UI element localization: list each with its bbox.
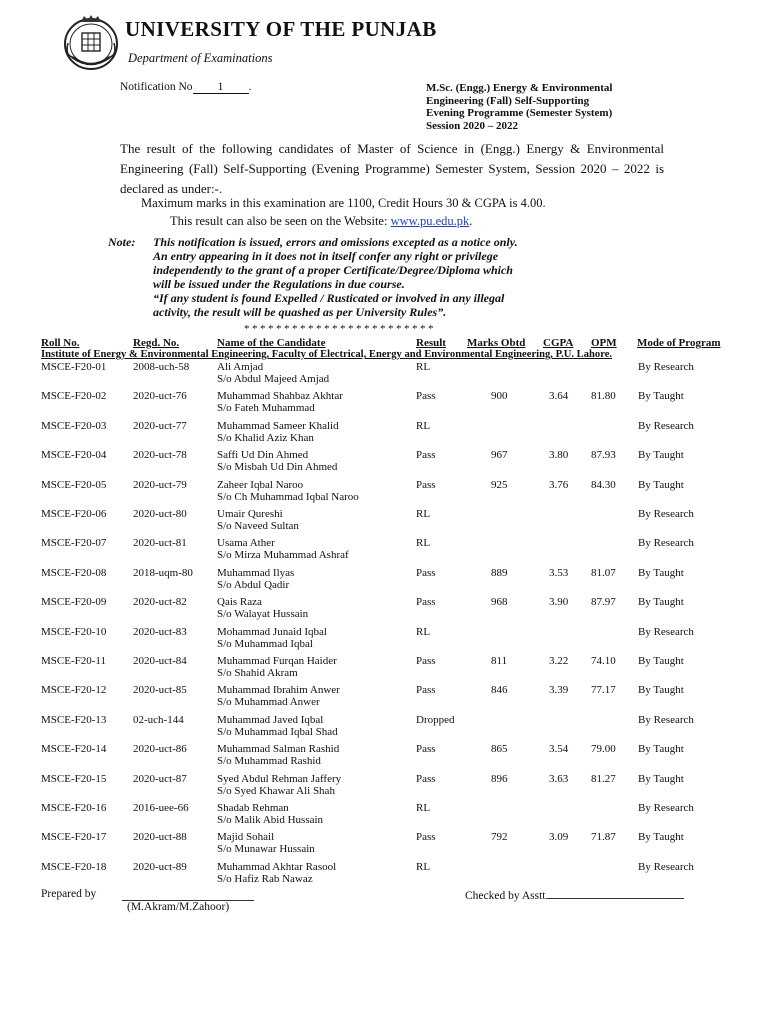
candidate-name: Muhammad Shahbaz Akhtar [217,390,343,403]
mode-of-program: By Research [638,508,694,520]
father-name: S/o Ch Muhammad Iqbal Naroo [217,490,359,503]
mode-of-program: By Taught [638,478,684,491]
table-row [0,743,770,772]
header-marks: Marks Obtd [467,337,526,349]
table-row [0,861,770,890]
table-row [0,567,770,596]
table-row [0,479,770,508]
regd-no: 2020-uct-81 [133,537,187,550]
institute-line: Institute of Energy & Environmental Engineering, Faculty of Electrical, Energy and Environmental Engineering, P.U. Lahore. [41,349,613,360]
regd-no: 2020-uct-83 [133,625,187,638]
marks-obtained: 792 [491,831,508,844]
notification-suffix: . [248,81,252,93]
candidate-name: Qais Raza [217,596,262,609]
table-row [0,361,770,390]
mode-of-program: By Taught [638,831,684,844]
header-candidate-name: Name of the Candidate [217,337,326,349]
candidate-name: Syed Abdul Rehman Jaffery [217,772,342,785]
candidate-name: Muhammad Sameer Khalid [217,419,339,432]
result: RL [416,361,431,373]
marks-obtained: 968 [491,596,508,609]
candidate-name: Ali Amjad [217,361,264,373]
programme-line: Engineering (Fall) Self-Supporting [426,94,590,107]
note-body [153,235,616,319]
regd-no: 02-uch-144 [133,713,184,726]
regd-no: 2016-uee-66 [133,802,189,814]
opm: 81.80 [591,390,616,403]
mode-of-program: By Research [638,860,694,873]
mode-of-program: By Taught [638,390,684,403]
header-cgpa: CGPA [543,337,574,349]
cgpa: 3.64 [549,390,569,403]
mode-of-program: By Research [638,419,694,432]
table-row [0,420,770,449]
university-logo [62,13,120,73]
notification-label: Notification No [120,81,193,93]
father-name: S/o Muhammad Rashid [217,755,321,768]
opm: 84.30 [591,478,616,491]
checked-by-signature-line [546,888,684,899]
mode-of-program: By Taught [638,655,684,667]
prepared-by-label: Prepared by [41,888,97,900]
mode-of-program: By Taught [638,743,684,756]
regd-no: 2020-uct-84 [133,655,187,667]
marks-obtained: 811 [491,655,508,667]
opm: 81.07 [591,566,616,579]
checked-by-label: Checked by Asstt [465,890,546,902]
marks-obtained: 967 [491,449,508,462]
university-title: UNIVERSITY OF THE PUNJAB [125,17,437,41]
table-row [0,714,770,743]
mode-of-program: By Research [638,713,694,726]
candidate-name: Muhammad Salman Rashid [217,743,340,756]
header-mode: Mode of Program [637,337,721,349]
regd-no: 2020-uct-76 [133,390,187,403]
opm: 81.27 [591,772,616,785]
roll-no: MSCE-F20-04 [41,449,107,462]
website-line [170,214,472,229]
opm: 71.87 [591,831,616,844]
result: RL [416,508,431,520]
roll-no: MSCE-F20-13 [41,713,107,726]
result: RL [416,802,431,814]
candidate-name: Muhammad Ilyas [217,566,295,579]
father-name: S/o Abdul Qadir [217,578,290,591]
result: Pass [416,743,436,756]
father-name: S/o Hafiz Rab Nawaz [217,872,313,885]
marks-obtained: 925 [491,478,508,491]
father-name: S/o Mirza Muhammad Ashraf [217,549,349,562]
roll-no: MSCE-F20-07 [41,537,107,550]
roll-no: MSCE-F20-14 [41,743,107,756]
father-name: S/o Muhammad Anwer [217,696,320,709]
header-roll-no: Roll No. [41,337,80,349]
result: Pass [416,772,436,785]
roll-no: MSCE-F20-02 [41,390,107,403]
notification-value: 1 [193,81,249,94]
note-line: independently to the grant of a proper Certificate/Degree/Diploma which [153,263,513,277]
max-marks-line: Maximum marks in this examination are 1100, Credit Hours 30 & CGPA is 4.00. [141,196,546,210]
mode-of-program: By Taught [638,684,684,697]
candidate-name: Umair Qureshi [217,508,283,520]
programme-title [426,82,676,132]
programme-line: M.Sc. (Engg.) Energy & Environmental [426,82,613,94]
marks-obtained: 846 [491,684,508,697]
table-row [0,508,770,537]
table-row [0,596,770,625]
mode-of-program: By Research [638,361,694,373]
mode-of-program: By Research [638,802,694,814]
father-name: S/o Fateh Muhammad [217,402,315,415]
roll-no: MSCE-F20-01 [41,361,107,373]
opm: 77.17 [591,684,616,697]
table-row [0,831,770,860]
header-regd-no: Regd. No. [133,337,180,349]
roll-no: MSCE-F20-06 [41,508,107,520]
department-name: Department of Examinations [128,51,273,65]
programme-line: Evening Programme (Semester System) [426,107,613,119]
table-row [0,684,770,713]
marks-obtained: 889 [491,566,508,579]
father-name: S/o Malik Abid Hussain [217,814,324,826]
result: Pass [416,831,436,844]
regd-no: 2020-uct-79 [133,478,187,491]
table-row [0,802,770,831]
mode-of-program: By Taught [638,772,684,785]
father-name: S/o Naveed Sultan [217,520,299,532]
table-row [0,655,770,684]
separator-stars: ************************ [244,323,436,335]
father-name: S/o Shahid Akram [217,667,298,679]
cgpa: 3.39 [549,684,569,697]
roll-no: MSCE-F20-17 [41,831,107,844]
result: RL [416,860,431,873]
candidate-name: Muhammad Javed Iqbal [217,713,324,726]
table-row [0,626,770,655]
candidate-name: Zaheer Iqbal Naroo [217,478,304,491]
note-line: will be issued under the Regulations in due course. [153,277,405,291]
note-label: Note: [108,235,136,249]
cgpa: 3.09 [549,831,569,844]
checked-by [465,888,684,902]
regd-no: 2020-uct-87 [133,772,187,785]
table-row [0,537,770,566]
mode-of-program: By Research [638,625,694,638]
candidate-name: Muhammad Ibrahim Anwer [217,684,340,697]
mode-of-program: By Taught [638,596,684,609]
result: Pass [416,449,436,462]
website-link[interactable]: www.pu.edu.pk [390,214,470,228]
roll-no: MSCE-F20-03 [41,419,107,432]
roll-no: MSCE-F20-11 [41,655,106,667]
regd-no: 2020-uct-88 [133,831,187,844]
regd-no: 2018-uqm-80 [133,566,193,579]
cgpa: 3.80 [549,449,569,462]
father-name: S/o Khalid Aziz Khan [217,431,314,444]
cgpa: 3.54 [549,743,569,756]
candidate-name: Mohammad Junaid Iqbal [217,625,327,638]
result: Pass [416,478,436,491]
father-name: S/o Munawar Hussain [217,843,315,856]
candidate-name: Muhammad Akhtar Rasool [217,860,337,873]
programme-line: Session 2020 – 2022 [426,119,518,132]
header-opm: OPM [591,337,617,349]
father-name: S/o Muhammad Iqbal Shad [217,725,338,738]
prepared-by-names: (M.Akram/M.Zahoor) [127,901,230,913]
candidate-name: Usama Ather [217,537,275,550]
regd-no: 2020-uct-77 [133,419,187,432]
cgpa: 3.90 [549,596,569,609]
roll-no: MSCE-F20-15 [41,772,107,785]
father-name: S/o Abdul Majeed Amjad [217,373,330,385]
marks-obtained: 865 [491,743,508,756]
notification-number [120,81,251,94]
opm: 87.93 [591,449,616,462]
website-suffix: . [469,214,473,228]
roll-no: MSCE-F20-05 [41,478,107,491]
regd-no: 2020-uct-78 [133,449,187,462]
result: Dropped [416,713,455,726]
cgpa: 3.22 [549,655,569,667]
cgpa: 3.53 [549,566,569,579]
father-name: S/o Misbah Ud Din Ahmed [217,461,338,474]
mode-of-program: By Research [638,537,694,550]
result: Pass [416,390,436,403]
roll-no: MSCE-F20-09 [41,596,107,609]
note-line: “If any student is found Expelled / Rusticated or involved in any illegal [153,291,505,305]
result: RL [416,537,431,550]
result: Pass [416,566,436,579]
result: RL [416,625,431,638]
note-line: This notification is issued, errors and omissions excepted as a notice only. [153,235,518,249]
note-line: An entry appearing in it does not in itself confer any right or privilege [153,249,499,263]
regd-no: 2020-uct-82 [133,596,187,609]
candidate-name: Muhammad Furqan Haider [217,655,337,667]
result: RL [416,419,431,432]
opm: 74.10 [591,655,616,667]
candidate-name: Majid Sohail [217,831,275,844]
marks-obtained: 896 [491,772,508,785]
result: Pass [416,596,436,609]
candidate-name: Saffi Ud Din Ahmed [217,449,309,462]
website-prefix: This result can also be seen on the Website: [170,214,391,228]
regd-no: 2020-uct-89 [133,860,187,873]
regd-no: 2020-uct-86 [133,743,187,756]
cgpa: 3.76 [549,478,569,491]
mode-of-program: By Taught [638,566,684,579]
note-line: activity, the result will be quashed as per University Rules”. [153,305,447,319]
roll-no: MSCE-F20-18 [41,860,107,873]
father-name: S/o Syed Khawar Ali Shah [217,784,335,797]
roll-no: MSCE-F20-16 [41,802,107,814]
header-result: Result [416,337,446,349]
cgpa: 3.63 [549,772,569,785]
roll-no: MSCE-F20-12 [41,684,107,697]
father-name: S/o Walayat Hussain [217,608,309,621]
regd-no: 2020-uct-85 [133,684,187,697]
mode-of-program: By Taught [638,449,684,462]
roll-no: MSCE-F20-10 [41,625,107,638]
opm: 79.00 [591,743,616,756]
table-row [0,390,770,419]
table-row [0,773,770,802]
regd-no: 2008-uch-58 [133,361,190,373]
result: Pass [416,684,436,697]
result: Pass [416,655,436,667]
regd-no: 2020-uct-80 [133,508,187,520]
marks-obtained: 900 [491,390,508,403]
intro-paragraph: The result of the following candidates of Master of Science in (Engg.) Energy & Environmental Engineering (Fall) Self-Supporting (Evening Programme) Semester System, Session 2020 – 2022 is declared as under:-. [120,141,664,196]
opm: 87.97 [591,596,616,609]
father-name: S/o Muhammad Iqbal [217,637,313,650]
table-row [0,449,770,478]
candidate-name: Shadab Rehman [217,802,289,814]
roll-no: MSCE-F20-08 [41,566,107,579]
